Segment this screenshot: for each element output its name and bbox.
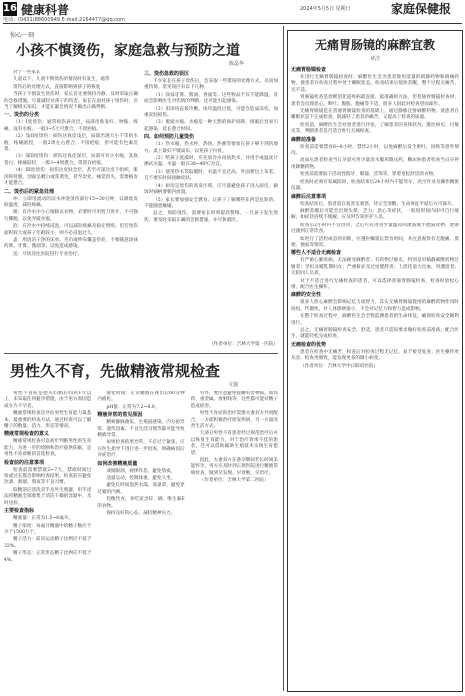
subheading: 麻醉后注意事项 (291, 193, 327, 200)
paragraph: （4）厨房是烫伤的高发区域，应尽量避免孩子进入厨房，做饭时锅柄要朝内放置。 (144, 183, 278, 196)
paragraph: 如进行了活检或息肉切除，应遵医嘱延长禁食时间，并注意观察有无腹痛、黑便、便血等情况。 (291, 236, 459, 248)
paragraph: 儿童以下，儿童不慎烫伤的情况时有发生，通常 (13, 77, 110, 83)
paragraph: 无痛胃肠镜是在普通胃肠镜检查的基础上，通过静脉注射麻醉药物，使患者在睡眠状态下完成检查，既减轻了患者的痛苦，又提高了检查的质量。 (291, 109, 459, 121)
article-byline: 文强 (227, 382, 238, 388)
paragraph: 精液量：正常为1.5~6毫升。 (13, 516, 74, 522)
paragraph: （3）深II度烫伤：损伤达真皮深层，局部可有小水疱，基底苍白，疼痛较轻，一般3~4周愈合，常留有疤痕。 (4, 154, 138, 166)
paragraph: （2）给孩子洗澡时，应先放冷水再放热水，并用手或温度计测试水温，水温一般在38~40℃为宜。 (144, 156, 278, 168)
paragraph: 在整个检查过程中，麻醉医生会全程监测患者的生命体征，确保检查安全顺利进行。 (291, 314, 459, 326)
paragraph: 避免长时间泡热水澡、蒸桑拿，避免穿过紧的内裤。 (97, 483, 185, 495)
paragraph: （作者单位：吉林大学中日联谊医院） (300, 363, 379, 369)
section-title: 健康科普 (21, 3, 70, 17)
header-rule (3, 23, 462, 24)
article-title: 男性久不育，先做精液常规检查 (10, 362, 221, 380)
subheading: 麻醉的安全性 (291, 292, 322, 299)
paragraph: （5）家长要加强安全教育，让孩子了解哪些东西是危险的，不能随意触碰。 (144, 197, 278, 209)
paragraph: 取精前应清洗双手及外生殖器，用手淫法将精液全部收集于清洁干燥的容器中，及时送检。 (4, 487, 92, 506)
paragraph: 冲：立即用流动的凉水冲洗烫伤部位15~30分钟，以降低皮肤温度，减轻疼痛。 (4, 196, 138, 208)
paragraph: 总之，预防烫伤，需要家长时刻提高警惕，一旦孩子发生烫伤，要及时采取正确的急救措施，并尽快就医。 (144, 211, 278, 223)
article-byline: 陈晶华 (228, 61, 244, 67)
paragraph: （1）I度烫伤：通常损伤表皮层，局部皮肤发红、肿胀、疼痛，没有水疱，一般3~5天可愈合，不留疤痕。 (4, 120, 138, 132)
subheading: 一、烫伤的分类 (4, 112, 40, 119)
subheading: 二、烫伤后的紧急处理 (4, 188, 55, 195)
paragraph: 精索静脉曲张、生殖道感染、内分泌异常、遗传因素、不良生活习惯等都可能导致精液异常。 (97, 420, 185, 439)
paragraph: pH值：正常为7.2~8.0。 (106, 404, 160, 410)
paper-name: 家庭保健报 (390, 2, 451, 16)
paragraph: 因此，夫妻双方在备孕期间若长时间未能怀孕，男方应及时到正规医院进行精液常规检查，做到早发现、早诊断、早治疗。 (190, 458, 278, 476)
paragraph: 检查前需要禁欲2~7天，禁欲时间过短或过长都会影响检查结果。检查前应避免饮酒、吸烟、熬夜等不良习惯。 (4, 467, 92, 486)
paragraph: 液化时间：正常精液在排出后60分钟内液化。 (97, 391, 185, 403)
paragraph: （2）用冰块直接冷敷。冰块温度过低，可能会造成冻伤，加重皮肤损伤。 (144, 106, 278, 119)
article-column (4, 391, 91, 696)
paragraph: （4）III度烫伤：损伤达皮肤全层，甚至可深达皮下组织、肌肉和骨骼，创面呈蜡白或焦黄色，甚至炭化，痛觉消失，需要植皮才能愈合。 (4, 168, 138, 187)
paragraph: 对于不适合进行无痛检查的患者，可以选择普通胃肠镜检查，检查时放松心情，配合医生操作。 (291, 278, 459, 290)
paragraph: 保持良好的心态，减轻精神压力。 (106, 511, 176, 517)
subheading: 精液异常的常见原因 (97, 412, 143, 419)
paragraph: 检查时必须有家属陪同，检查结束后24小时内不能驾车、高空作业及操作精密仪器。 (291, 179, 459, 192)
paragraph: 检查后2小时内不宜进食，之后可先进食少量温凉的流质或半流质食物，逐渐过渡到正常饮食。 (291, 222, 459, 235)
paragraph: 在进行无痛胃肠镜检查时，麻醉医生会为患者使用适量的镇静药物和镇痛药物，使患者在检查过程中处于睡眠状态，检查结束后很快苏醒，整个过程无痛苦、无不适。 (291, 75, 459, 93)
article-title: 小孩不慎烫伤，家庭急救与预防之道 (16, 43, 240, 59)
column-divider (283, 26, 284, 691)
paragraph: 麻醉苏醒后可能会出现头晕、乏力、恶心等症状，一般短时间内即可自行缓解，如症状持续不缓解，应及时告知医护人员。 (291, 208, 459, 221)
paragraph: 均衡饮食，多吃富含锌、硒、维生素E的食物。 (97, 497, 185, 509)
paragraph: 检查结束后，患者需在复苏室观察，待完全清醒、生命体征平稳后方可离开。 (300, 201, 457, 207)
paragraph: 很多人担心麻醉会影响记忆力或智力，其实无痛胃肠镜使用的麻醉药物作用时间短、代谢快，对人体影响很小，不会对记忆力和智力造成影响。 (291, 300, 459, 312)
article-kicker: 惊心一刻 (10, 32, 35, 39)
paragraph: （作者单位：吉林大学第二医院） (199, 478, 269, 484)
subheading: 无痛检查的优势 (291, 341, 327, 348)
paragraph: 有严重心肺疾病、无法耐受麻醉者；有药物过敏史，特别是对镇静麻醉药物过敏者；孕妇及哺乳期妇女；严重鼾症及过度肥胖者；上消化道大出血、胃潴留者；无陪同人员者。 (291, 258, 459, 277)
paragraph: （3）挑破水疱。水疱是一种天然的保护屏障，挑破后容易引起感染，延长愈合时间。 (144, 120, 278, 132)
subheading: 三、烫伤急救的误区 (144, 71, 190, 77)
paragraph: 精子活力：前向运动精子比例应不低于32%。 (4, 537, 92, 549)
article-anesthesia (291, 36, 459, 686)
paragraph: 大部分男性不育患者经过规范治疗后可以恢复生育能力，对于治疗效果不佳的患者，还可以借助辅助生殖技术实现生育愿望。 (190, 431, 278, 456)
paragraph: 脱：在冷水中小心地除去衣物，必要时可用剪刀剪开，不可强行撕脱，以免弄破水疱。 (4, 210, 138, 222)
paragraph: 送：尽快送往医院进行专业治疗。 (13, 251, 82, 257)
subheading: 哪些人不适合无痛检查 (291, 250, 342, 257)
paragraph: 高血压患者检查当日早晨可用少量清水服用降压药，糖尿病患者检查当日应停用降糖药物。 (291, 158, 459, 170)
article-column (291, 223, 459, 371)
paragraph: 检查前需要取下活动性假牙、眼镜、首饰等，穿着宽松舒适的衣物。 (300, 172, 438, 178)
subheading: 主要检查指标 (4, 508, 35, 515)
paragraph: 总之，无痛胃肠镜检查安全、舒适，患者只需按要求做好检查前准备，配合医生，就能轻松完成检查。 (291, 328, 459, 340)
article-column (144, 70, 278, 350)
article-column (4, 70, 138, 350)
paragraph: （2）浅II度烫伤：损伤达真皮浅层，局部出现大小不等的水疱，疼痛剧烈，一般2周左右愈合，不留疤痕，但可能有色素沉着。 (4, 134, 138, 153)
paragraph: 戒烟限酒，规律作息，避免熬夜。 (106, 468, 176, 474)
paragraph: 精液常规检查是评估男性生育能力最基本、最重要的检查方法，通过检查可以了解精子的数量、活力、形态等情况。 (4, 411, 92, 430)
paragraph: 不少家长在孩子烫伤后，会采取一些错误的处理方式，反而加重伤情。常见误区有以下几种。 (144, 79, 278, 91)
subheading: 四、如何预防儿童烫伤 (144, 134, 195, 141)
article-footer: （作者单位：吉林大学第一医院） (209, 342, 278, 347)
paragraph: （1）涂抹牙膏、酱油、香油等。这些物品不仅不能降温，反而会影响医生对伤情的判断，还可能引起感染。 (144, 92, 278, 105)
paragraph: 盖：用清洁干净的床单、毛巾或纱布覆盖伤处，不要随意涂抹药膏、牙膏、酱油等，以免造成感染。 (4, 237, 138, 250)
paragraph: 精子形态：正常形态精子比例应不低于4%。 (4, 551, 92, 563)
article-infertility (4, 356, 278, 690)
divider (4, 353, 278, 354)
page-header (0, 0, 465, 22)
article-column (291, 66, 459, 223)
paragraph: （1）热水瓶、热水杯、热汤、热粥等要放在孩子够不到的地方，桌上最好不铺桌布，以免孩子拉扯。 (144, 142, 278, 154)
paragraph: 对于一些家长 (13, 70, 41, 75)
article-title: 无痛胃肠镜的麻醉宜教 (314, 38, 435, 52)
paragraph: 男性不育症的治疗需要夫妻双方共同配合，一方面积极治疗原发疾病，另一方面改善生活方式。 (190, 411, 278, 430)
paragraph: 当孩子不慎发生烫伤时，家长首先要保持冷静，及时采取正确的急救措施，尽量减轻对孩子的伤害。家长在面对孩子烫伤时，应当了解相关知识，才能在紧急情况下做出正确判断。 (4, 92, 138, 111)
issue-date: 2024年5月5日 星期日 (300, 6, 351, 12)
article-column (97, 391, 184, 696)
paragraph: 另外，要注意避免接触有害物质，如农药、重金属、放射线等，这些都可能对精子造成损害。 (190, 391, 278, 409)
paragraph: （3）使用热水袋取暖时，水温不宜过高，外面要包上布套，且不要长时间接触皮肤。 (144, 169, 278, 182)
subheading: 如何改善精液质量 (97, 460, 138, 467)
paragraph: 检查前需要禁食6~8小时，禁饮2小时，以免麻醉后发生呕吐、误吸等意外情况。 (291, 144, 459, 157)
paragraph: 精子浓度：每毫升精液中的精子数应不少于1500万个。 (4, 523, 92, 535)
paragraph: 烫伤后的处理方式，直接影响到孩子的恢复 (13, 84, 101, 90)
paragraph: 如果检查结果异常，不必过于紧张，应在医生指导下进行进一步检查，明确病因后对症治疗。 (97, 440, 185, 459)
article-burn (4, 30, 278, 350)
subheading: 精液常规检查的意义 (4, 431, 50, 438)
subheading: 麻醉前准备 (291, 136, 317, 143)
contact-info: 电话：(0431)88600949 E-mail:2164477@qq.com (3, 17, 125, 23)
page-number: 16 (3, 3, 17, 14)
article-column (191, 391, 278, 696)
subheading: 无痛胃肠镜检查 (291, 67, 327, 73)
paragraph: 适量运动，控制体重，避免久坐。 (106, 476, 176, 482)
paragraph: 胃肠镜检查是诊断消化道疾病最直接、最准确的方法，但普通胃肠镜检查时，患者会出现恶心、呕吐、腹胀、腹痛等不适，很多人因此对检查望而却步。 (291, 95, 459, 107)
paragraph: 泡：在冷水中持续浸泡，可以减轻疼痛及稳定情绪。但若烫伤面积较大或孩子年龄较小，则不必浸泡过久。 (4, 224, 138, 236)
subheading: 检查前的注意事项 (4, 459, 45, 466)
paragraph: 检查前，麻醉医生会对患者进行评估，了解患者的身体状况、既往病史、过敏史等，判断患者是否适合进行无痛检查。 (291, 122, 459, 135)
paragraph: 患者在检查中无痛苦，检查后对检查过程无记忆，易于接受复查；医生操作更从容，检查更细致，能发现更多的微小病变。 (291, 349, 459, 362)
paragraph: 男性不育症是指夫妇婚后同居1年以上，未采取任何避孕措施，由于男方原因造成女方不孕者。 (4, 391, 92, 409)
article-byline: 章洁 (369, 56, 380, 62)
paragraph: 精液常规检查可以初步判断男性的生育能力，为进一步的诊断和治疗提供依据，是男性不育诊断的首选检查。 (4, 439, 92, 458)
